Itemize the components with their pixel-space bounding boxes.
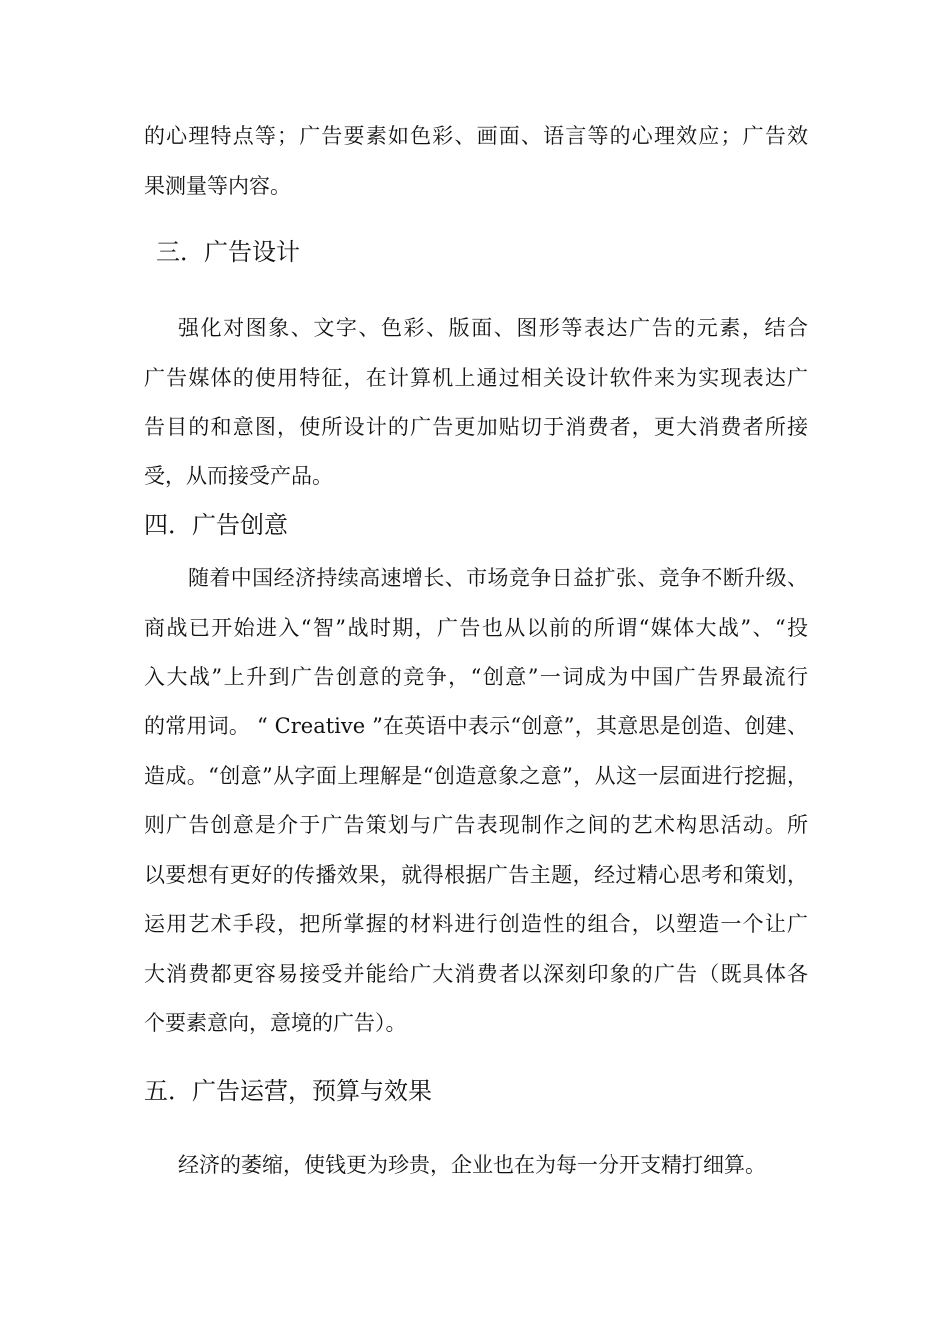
section-heading-5: 五．广告运营，预算与效果 (144, 1077, 432, 1105)
text-line: 的心理特点等；广告要素如色彩、画面、语言等的心理效应；广告效 (144, 124, 808, 148)
text-line: 商战已开始进入“智”战时期，广告也从以前的所谓“媒体大战”、“投 (144, 616, 808, 640)
text-line: 果测量等内容。 (144, 174, 291, 198)
section-heading-4: 四．广告创意 (144, 511, 288, 539)
text-line: 的常用词。 “ Creative ”在英语中表示“创意”，其意思是创造、创建、 (144, 714, 808, 738)
text-line: 以要想有更好的传播效果，就得根据广告主题，经过精心思考和策划， (144, 863, 808, 887)
text-line: 个要素意向，意境的广告）。 (144, 1011, 407, 1035)
text-line: 强化对图象、文字、色彩、版面、图形等表达广告的元素，结合 (178, 316, 808, 340)
text-line: 则广告创意是介于广告策划与广告表现制作之间的艺术构思活动。所 (144, 813, 808, 837)
text-line: 经济的萎缩，使钱更为珍贵，企业也在为每一分开支精打细算。 (178, 1153, 766, 1177)
section-heading-3: 三．广告设计 (156, 238, 300, 266)
text-line: 造成。“创意”从字面上理解是“创造意象之意”，从这一层面进行挖掘， (144, 764, 808, 788)
text-line: 随着中国经济持续高速增长、市场竞争日益扩张、竞争不断升级、 (188, 566, 808, 590)
text-line: 入大战”上升到广告创意的竞争，“创意”一词成为中国广告界最流行 (144, 665, 808, 689)
text-line: 运用艺术手段，把所掌握的材料进行创造性的组合，以塑造一个让广 (144, 912, 808, 936)
text-line: 大消费都更容易接受并能给广大消费者以深刻印象的广告（既具体各 (144, 962, 808, 986)
text-line: 广告媒体的使用特征，在计算机上通过相关设计软件来为实现表达广 (144, 366, 808, 390)
text-line: 受，从而接受产品。 (144, 464, 333, 488)
text-line: 告目的和意图，使所设计的广告更加贴切于消费者，更大消费者所接 (144, 415, 808, 439)
